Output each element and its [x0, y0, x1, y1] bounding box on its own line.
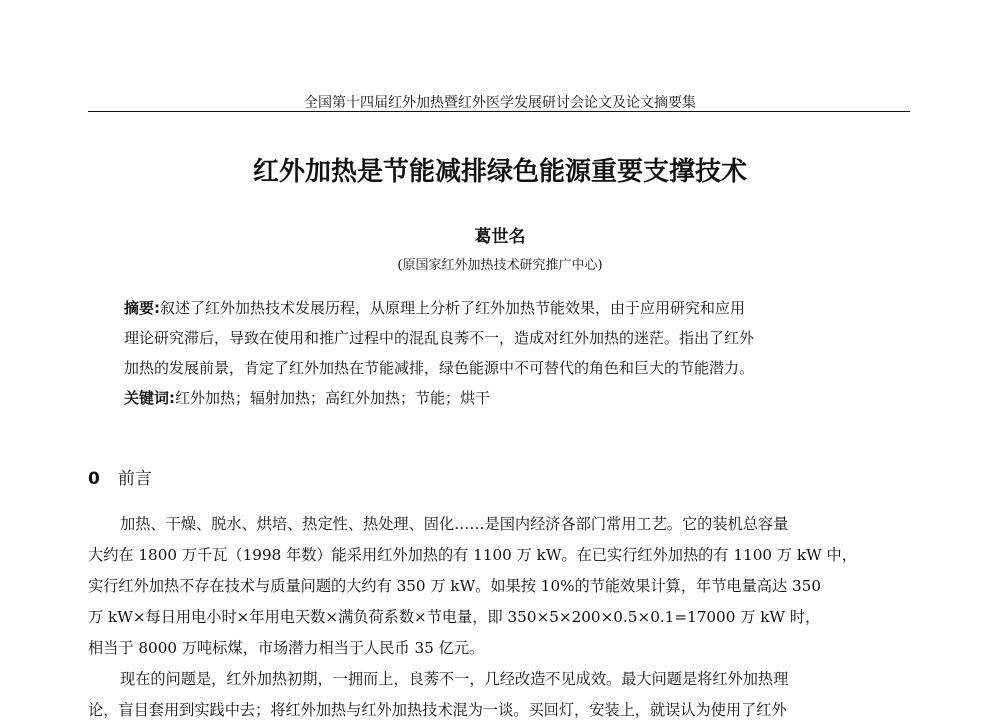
- body-line: 加热、干燥、脱水、烘培、热定性、热处理、固化……是国内经济各部门常用工艺。它的装机总容量: [120, 515, 789, 533]
- abstract-line: 加热的发展前景，肯定了红外加热在节能减排，绿色能源中不可替代的角色和巨大的节能潜力。: [124, 359, 755, 377]
- section-heading: [88, 464, 152, 489]
- keywords-text: 红外加热；辐射加热；高红外加热；节能；烘干: [175, 389, 491, 407]
- keywords-label: 关键词:: [124, 389, 175, 407]
- abstract-label: 摘要:: [124, 299, 160, 317]
- abstract-text: 叙述了红外加热技术发展历程，从原理上分析了红外加热节能效果，由于应用研究和应用: [160, 299, 746, 317]
- abstract-line: 理论研究滞后，导致在使用和推广过程中的混乱良莠不一，造成对红外加热的迷茫。指出了红外: [124, 329, 755, 347]
- section-title: 前言: [117, 469, 152, 489]
- abstract-line: [124, 293, 884, 323]
- abstract: [124, 293, 884, 413]
- keywords-line: [124, 383, 884, 413]
- body-line: 万 kW×每日用电小时×年用电天数×满负荷系数×节电量，即 350×5×200×0.5×0.1=17000 万 kW 时，: [88, 608, 821, 626]
- body-line: 论，盲目套用到实践中去；将红外加热与红外加热技术混为一谈。买回灯，安装上，就误认为使用了红外: [88, 701, 787, 719]
- body-line: 实行红外加热不存在技术与质量问题的大约有 350 万 kW。如果按 10%的节能效果计算，年节电量高达 350: [88, 577, 821, 595]
- author-affiliation: (原国家红外加热技术研究推广中心): [397, 258, 603, 273]
- header-rule: [88, 111, 910, 112]
- author-name: 葛世名: [474, 227, 526, 247]
- paper-title: 红外加热是节能减排绿色能源重要支撑技术: [252, 157, 747, 187]
- running-header: 全国第十四届红外加热暨红外医学发展研讨会论文及论文摘要集: [304, 95, 696, 111]
- body-line: 相当于 8000 万吨标煤，市场潜力相当于人民币 35 亿元。: [88, 639, 485, 657]
- body-text: [88, 509, 910, 726]
- body-line: 大约在 1800 万千瓦（1998 年数）能采用红外加热的有 1100 万 kW。在已实行红外加热的有 1100 万 kW 中，: [88, 546, 857, 564]
- body-line: 现在的问题是，红外加热初期，一拥而上，良莠不一，几经改造不见成效。最大问题是将红外加热理: [120, 670, 789, 688]
- section-number: 0: [88, 469, 100, 489]
